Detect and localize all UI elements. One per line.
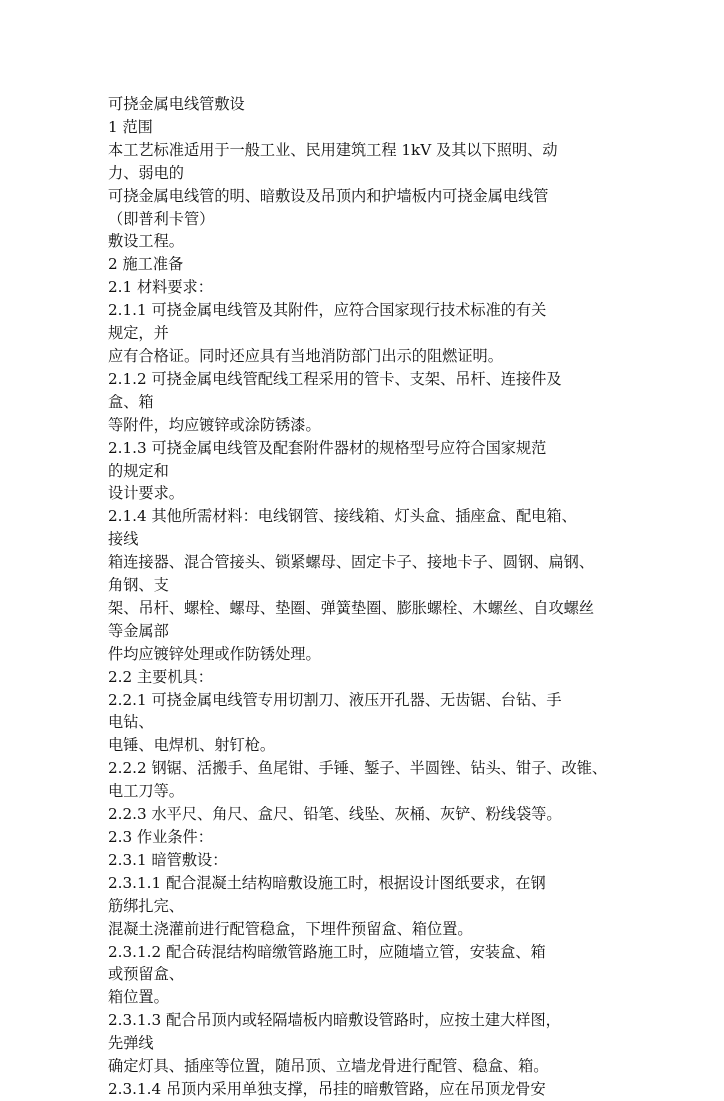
text-line: 2.3.1.3 配合吊顶内或轻隔墙板内暗敷设管路时，应按土建大样图， <box>108 1011 561 1030</box>
text-line: 力、弱电的 <box>108 163 184 182</box>
text-line: 2.1.3 可挠金属电线管及配套附件器材的规格型号应符合国家规范 <box>108 438 547 457</box>
text-line: 筋绑扎完、 <box>108 896 184 915</box>
text-line: 等金属部 <box>108 621 169 640</box>
text-line: 2.3.1.2 配合砖混结构暗缴管路施工时，应随墙立管，安装盒、箱 <box>108 942 546 961</box>
text-line: 接线 <box>108 530 139 549</box>
text-line: 确定灯具、插座等位置，随吊顶、立墙龙骨进行配管、稳盒、箱。 <box>108 1057 549 1076</box>
text-line: 盒、箱 <box>108 392 154 411</box>
text-line: 可挠金属电线管敷设 <box>108 95 245 113</box>
text-line: 本工艺标准适用于一般工业、民用建筑工程 1kV 及其以下照明、动 <box>108 140 558 159</box>
text-line: 2.1.1 可挠金属电线管及其附件，应符合国家现行技术标准的有关 <box>108 301 547 320</box>
text-line: 箱位置。 <box>108 988 169 1007</box>
text-line: 等附件，均应镀锌或涂防锈漆。 <box>108 415 321 434</box>
text-line: 2.3.1 暗管敷设： <box>108 850 228 869</box>
text-line: 敷设工程。 <box>108 232 184 251</box>
text-line: 2.1.2 可挠金属电线管配线工程采用的管卡、支架、吊杆、连接件及 <box>108 369 562 388</box>
text-line: 2 施工准备 <box>108 255 184 274</box>
text-line: 2.2.3 水平尺、角尺、盒尺、铅笔、线坠、灰桶、灰铲、粉线袋等。 <box>108 805 562 824</box>
text-line: 2.1 材料要求： <box>108 278 213 297</box>
text-line: （即普利卡管） <box>108 209 215 228</box>
text-line: 电锤、电焊机、射钉枪。 <box>108 736 276 755</box>
text-line: 应有合格证。同时还应具有当地消防部门出示的阻燃证明。 <box>108 346 503 365</box>
text-line: 规定，并 <box>108 324 169 343</box>
document-body <box>108 93 628 1101</box>
text-line: 2.2.2 钢锯、活搬手、鱼尾钳、手锤、錾子、半圆锉、钻头、钳子、改锥、 <box>108 759 608 778</box>
text-line: 1 范围 <box>108 117 153 136</box>
text-line: 2.2 主要机具： <box>108 667 213 686</box>
text-line: 箱连接器、混合管接头、锁紧螺母、固定卡子、接地卡子、圆钢、扁钢、 <box>108 553 594 572</box>
text-line: 角钢、支 <box>108 576 169 595</box>
text-line: 2.3 作业条件： <box>108 828 213 846</box>
text-line: 2.3.1.1 配合混凝土结构暗敷设施工时，根据设计图纸要求，在钢 <box>108 873 546 892</box>
text-line: 电工刀等。 <box>108 782 184 801</box>
text-line: 先弹线 <box>108 1034 154 1053</box>
text-line: 混凝土浇灌前进行配管稳盒，下埋件预留盒、箱位置。 <box>108 919 473 938</box>
text-line: 或预留盒、 <box>108 965 184 984</box>
text-line: 设计要求。 <box>108 484 184 503</box>
text-line: 2.2.1 可挠金属电线管专用切割刀、液压开孔器、无齿锯、台钻、手 <box>108 690 562 709</box>
text-line: 架、吊杆、螺栓、螺母、垫圈、弹簧垫圈、膨胀螺栓、木螺丝、自攻螺丝 <box>108 598 594 617</box>
text-line: 的规定和 <box>108 461 169 480</box>
text-line: 可挠金属电线管的明、暗敷设及吊顶内和护墙板内可挠金属电线管 <box>108 186 549 205</box>
text-line: 2.3.1.4 吊顶内采用单独支撑，吊挂的暗敷管路，应在吊顶龙骨安 <box>108 1079 546 1098</box>
text-line: 2.1.4 其他所需材料：电线钢管、接线箱、灯头盒、插座盒、配电箱、 <box>108 507 577 526</box>
text-line: 电钻、 <box>108 713 154 732</box>
text-line: 件均应镀锌处理或作防锈处理。 <box>108 644 321 663</box>
